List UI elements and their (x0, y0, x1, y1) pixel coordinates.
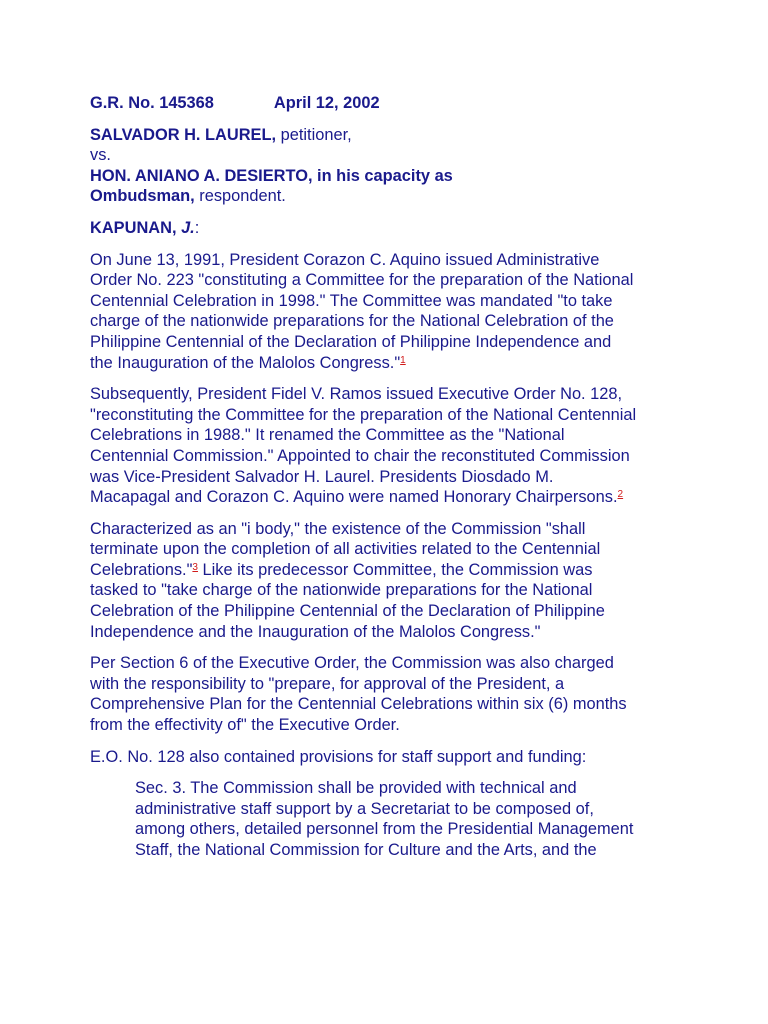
paragraph-5 (90, 747, 690, 768)
quote-line: Sec. 3. The Commission shall be provided with technical and (135, 779, 577, 798)
paragraph-line: Celebrations." (90, 560, 193, 579)
respondent-line-2 (90, 186, 690, 207)
paragraph-line: "reconstituting the Committee for the preparation of the National Centennial (90, 405, 637, 424)
paragraph-line: Celebrations in 1988." It renamed the Committee as the "National (90, 426, 565, 445)
block-quote-section-3 (135, 778, 690, 860)
paragraph-line: tasked to "take charge of the nationwide preparations for the National (90, 581, 593, 600)
paragraph-line-with-footnote (90, 560, 690, 581)
quote-line: among others, detailed personnel from the Presidential Management (135, 820, 634, 839)
paragraph-2 (90, 384, 690, 508)
paragraph-line: terminate upon the completion of all activities related to the Centennial (90, 540, 601, 559)
versus-label: vs. (90, 146, 111, 165)
case-parties (90, 125, 690, 207)
quote-line: administrative staff support by a Secretariat to be composed of, (135, 799, 594, 818)
case-heading (90, 93, 690, 114)
paragraph-line: Independence and the Inauguration of the Malolos Congress." (90, 622, 541, 641)
paragraph-line: Characterized as an "i body," the existence of the Commission "shall (90, 519, 586, 538)
paragraph-line: Like its predecessor Committee, the Commission was (202, 560, 593, 579)
paragraph-line: was Vice-President Salvador H. Laurel. Presidents Diosdado M. (90, 467, 554, 486)
ponente (90, 218, 690, 239)
document-body (90, 93, 690, 861)
paragraph-line: Philippine Centennial of the Declaration of Philippine Independence and (90, 332, 612, 351)
paragraph-line: E.O. No. 128 also contained provisions for staff support and funding: (90, 747, 587, 766)
respondent-role: respondent. (194, 187, 286, 206)
paragraph-line: Centennial Celebration in 1998." The Committee was mandated "to take (90, 291, 613, 310)
paragraph-line: from the effectivity of" the Executive Order. (90, 716, 400, 735)
ponente-name: KAPUNAN, (90, 218, 182, 237)
paragraph-line: Subsequently, President Fidel V. Ramos issued Executive Order No. 128, (90, 385, 623, 404)
quote-line: Staff, the National Commission for Culture and the Arts, and the (135, 841, 597, 859)
paragraph-line: charge of the nationwide preparations for the National Celebration of the (90, 312, 614, 331)
paragraph-line: Order No. 223 "constituting a Committee for the preparation of the National (90, 271, 634, 290)
paragraph-line-with-footnote (90, 487, 690, 508)
footnote-link-3[interactable]: 3 (192, 561, 198, 573)
ponente-colon: : (194, 218, 200, 237)
petitioner-name: SALVADOR H. LAUREL, (90, 125, 277, 144)
case-date: April 12, 2002 (273, 94, 380, 112)
petitioner-role: petitioner, (276, 125, 352, 144)
paragraph-1 (90, 250, 690, 374)
paragraph-line: Celebration of the Philippine Centennial of the Declaration of Philippine (90, 602, 605, 621)
paragraph-line: Per Section 6 of the Executive Order, the Commission was also charged (90, 654, 614, 673)
paragraph-4 (90, 653, 690, 735)
footnote-link-1[interactable]: 1 (400, 354, 406, 366)
petitioner-line (90, 125, 690, 146)
paragraph-3 (90, 519, 690, 643)
respondent-name-line-1: HON. ANIANO A. DESIERTO, in his capacity as (90, 166, 453, 185)
paragraph-line-with-footnote (90, 353, 690, 374)
paragraph-line: the Inauguration of the Malolos Congress." (90, 353, 401, 372)
paragraph-line: Macapagal and Corazon C. Aquino were named Honorary Chairpersons. (90, 488, 618, 507)
paragraph-line: with the responsibility to "prepare, for approval of the President, a (90, 674, 565, 693)
footnote-link-2[interactable]: 2 (617, 489, 624, 501)
case-number: G.R. No. 145368 (90, 94, 214, 112)
paragraph-line: On June 13, 1991, President Corazon C. Aquino issued Administrative (90, 250, 600, 269)
ponente-title: J. (181, 218, 195, 237)
respondent-name-line-2: Ombudsman, (90, 187, 195, 206)
paragraph-line: Centennial Commission." Appointed to chair the reconstituted Commission (90, 446, 630, 465)
paragraph-line: Comprehensive Plan for the Centennial Celebrations within six (6) months (90, 695, 627, 714)
